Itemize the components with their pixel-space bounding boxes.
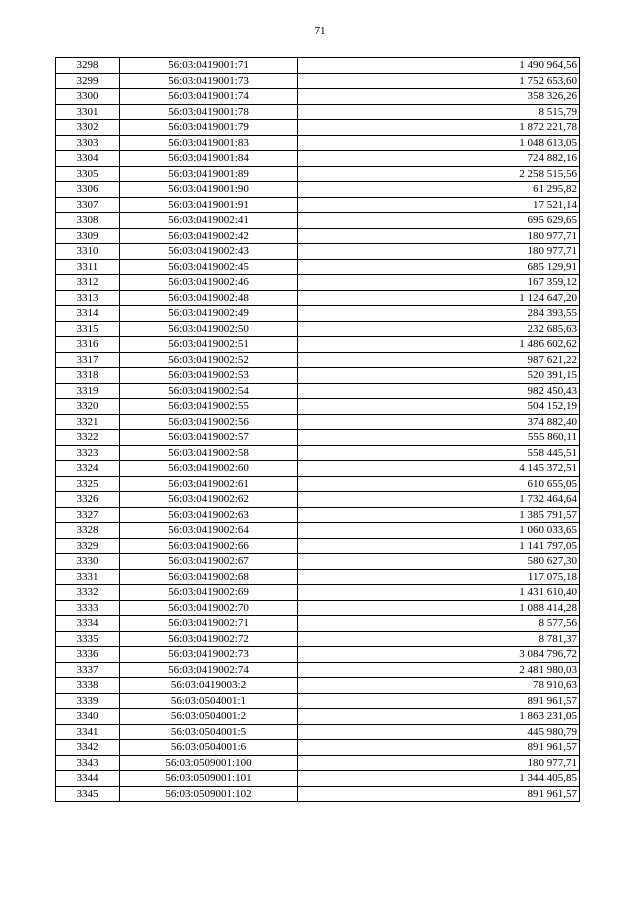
- table-row: [56, 197, 580, 213]
- table-row: [56, 476, 580, 492]
- table-row: [56, 538, 580, 554]
- value-cell: 1 732 464,64: [298, 492, 580, 508]
- table-row: [56, 399, 580, 415]
- value-cell: 1 872 221,78: [298, 120, 580, 136]
- value-cell: 891 961,57: [298, 786, 580, 802]
- row-number-cell: 3314: [56, 306, 120, 322]
- table-row: [56, 662, 580, 678]
- value-cell: 987 621,22: [298, 352, 580, 368]
- table-row: [56, 647, 580, 663]
- cadastral-number-cell: 56:03:0419002:73: [120, 647, 298, 663]
- value-cell: 358 326,26: [298, 89, 580, 105]
- cadastral-number-cell: 56:03:0419002:55: [120, 399, 298, 415]
- table-row: [56, 755, 580, 771]
- row-number-cell: 3340: [56, 709, 120, 725]
- value-cell: 555 860,11: [298, 430, 580, 446]
- value-cell: 610 655,05: [298, 476, 580, 492]
- row-number-cell: 3304: [56, 151, 120, 167]
- row-number-cell: 3305: [56, 166, 120, 182]
- row-number-cell: 3318: [56, 368, 120, 384]
- value-cell: 2 481 980,03: [298, 662, 580, 678]
- table-row: [56, 554, 580, 570]
- row-number-cell: 3315: [56, 321, 120, 337]
- row-number-cell: 3321: [56, 414, 120, 430]
- page-number: 71: [314, 25, 326, 37]
- cadastral-number-cell: 56:03:0419002:64: [120, 523, 298, 539]
- value-cell: 580 627,30: [298, 554, 580, 570]
- row-number-cell: 3338: [56, 678, 120, 694]
- row-number-cell: 3311: [56, 259, 120, 275]
- row-number-cell: 3339: [56, 693, 120, 709]
- table-row: [56, 104, 580, 120]
- cadastral-number-cell: 56:03:0419002:60: [120, 461, 298, 477]
- cadastral-number-cell: 56:03:0419002:42: [120, 228, 298, 244]
- row-number-cell: 3326: [56, 492, 120, 508]
- value-cell: 1 431 610,40: [298, 585, 580, 601]
- table-row: [56, 321, 580, 337]
- row-number-cell: 3308: [56, 213, 120, 229]
- table-row: [56, 445, 580, 461]
- value-cell: 167 359,12: [298, 275, 580, 291]
- value-cell: 1 344 405,85: [298, 771, 580, 787]
- value-cell: 78 910,63: [298, 678, 580, 694]
- value-cell: 180 977,71: [298, 228, 580, 244]
- value-cell: 685 129,91: [298, 259, 580, 275]
- row-number-cell: 3322: [56, 430, 120, 446]
- cadastral-number-cell: 56:03:0419002:50: [120, 321, 298, 337]
- cadastral-number-cell: 56:03:0419001:91: [120, 197, 298, 213]
- row-number-cell: 3329: [56, 538, 120, 554]
- value-cell: 1 752 653,60: [298, 73, 580, 89]
- cadastral-number-cell: 56:03:0419002:53: [120, 368, 298, 384]
- value-cell: 1 385 791,57: [298, 507, 580, 523]
- value-cell: 180 977,71: [298, 244, 580, 260]
- cadastral-number-cell: 56:03:0419002:51: [120, 337, 298, 353]
- cadastral-number-cell: 56:03:0419001:78: [120, 104, 298, 120]
- table-row: [56, 213, 580, 229]
- row-number-cell: 3319: [56, 383, 120, 399]
- cadastral-number-cell: 56:03:0419002:48: [120, 290, 298, 306]
- table-row: [56, 740, 580, 756]
- cadastral-number-cell: 56:03:0419002:72: [120, 631, 298, 647]
- value-cell: 891 961,57: [298, 693, 580, 709]
- row-number-cell: 3344: [56, 771, 120, 787]
- cadastral-number-cell: 56:03:0419001:84: [120, 151, 298, 167]
- row-number-cell: 3327: [56, 507, 120, 523]
- cadastral-number-cell: 56:03:0419001:90: [120, 182, 298, 198]
- value-cell: 1 088 414,28: [298, 600, 580, 616]
- table-row: [56, 771, 580, 787]
- row-number-cell: 3300: [56, 89, 120, 105]
- cadastral-number-cell: 56:03:0419002:52: [120, 352, 298, 368]
- row-number-cell: 3343: [56, 755, 120, 771]
- value-cell: 117 075,18: [298, 569, 580, 585]
- cadastral-number-cell: 56:03:0509001:102: [120, 786, 298, 802]
- cadastral-number-cell: 56:03:0419002:67: [120, 554, 298, 570]
- cadastral-number-cell: 56:03:0419002:62: [120, 492, 298, 508]
- cadastral-number-cell: 56:03:0504001:2: [120, 709, 298, 725]
- row-number-cell: 3331: [56, 569, 120, 585]
- table-row: [56, 58, 580, 74]
- table-row: [56, 523, 580, 539]
- cadastral-number-cell: 56:03:0419002:58: [120, 445, 298, 461]
- table-row: [56, 724, 580, 740]
- table-row: [56, 492, 580, 508]
- row-number-cell: 3333: [56, 600, 120, 616]
- value-cell: 61 295,82: [298, 182, 580, 198]
- table-row: [56, 244, 580, 260]
- cadastral-number-cell: 56:03:0419001:73: [120, 73, 298, 89]
- row-number-cell: 3313: [56, 290, 120, 306]
- value-cell: 8 577,56: [298, 616, 580, 632]
- row-number-cell: 3342: [56, 740, 120, 756]
- value-cell: 4 145 372,51: [298, 461, 580, 477]
- value-cell: 8 515,79: [298, 104, 580, 120]
- value-cell: 1 486 602,62: [298, 337, 580, 353]
- table-row: [56, 306, 580, 322]
- table-row: [56, 507, 580, 523]
- table-row: [56, 616, 580, 632]
- table-row: [56, 600, 580, 616]
- table-row: [56, 709, 580, 725]
- cadastral-number-cell: 56:03:0419002:46: [120, 275, 298, 291]
- cadastral-number-cell: 56:03:0419001:71: [120, 58, 298, 74]
- cadastral-number-cell: 56:03:0509001:100: [120, 755, 298, 771]
- row-number-cell: 3336: [56, 647, 120, 663]
- row-number-cell: 3323: [56, 445, 120, 461]
- table-row: [56, 182, 580, 198]
- table-row: [56, 678, 580, 694]
- row-number-cell: 3302: [56, 120, 120, 136]
- table-row: [56, 585, 580, 601]
- value-cell: 180 977,71: [298, 755, 580, 771]
- value-cell: 695 629,65: [298, 213, 580, 229]
- cadastral-number-cell: 56:03:0419002:71: [120, 616, 298, 632]
- table-row: [56, 166, 580, 182]
- row-number-cell: 3334: [56, 616, 120, 632]
- cadastral-number-cell: 56:03:0419002:69: [120, 585, 298, 601]
- cadastral-number-cell: 56:03:0419002:66: [120, 538, 298, 554]
- table-row: [56, 430, 580, 446]
- value-cell: 724 882,16: [298, 151, 580, 167]
- cadastral-number-cell: 56:03:0509001:101: [120, 771, 298, 787]
- value-cell: 504 152,19: [298, 399, 580, 415]
- table-row: [56, 275, 580, 291]
- table-row: [56, 120, 580, 136]
- table-row: [56, 352, 580, 368]
- row-number-cell: 3335: [56, 631, 120, 647]
- row-number-cell: 3317: [56, 352, 120, 368]
- table-row: [56, 259, 580, 275]
- table-row: [56, 151, 580, 167]
- value-cell: 520 391,15: [298, 368, 580, 384]
- table-row: [56, 73, 580, 89]
- cadastral-number-cell: 56:03:0419002:61: [120, 476, 298, 492]
- value-cell: 558 445,51: [298, 445, 580, 461]
- row-number-cell: 3309: [56, 228, 120, 244]
- table-row: [56, 569, 580, 585]
- cadastral-number-cell: 56:03:0419002:41: [120, 213, 298, 229]
- cadastral-number-cell: 56:03:0419002:54: [120, 383, 298, 399]
- table-row: [56, 228, 580, 244]
- cadastral-number-cell: 56:03:0419001:89: [120, 166, 298, 182]
- row-number-cell: 3325: [56, 476, 120, 492]
- row-number-cell: 3303: [56, 135, 120, 151]
- row-number-cell: 3320: [56, 399, 120, 415]
- value-cell: 445 980,79: [298, 724, 580, 740]
- cadastral-number-cell: 56:03:0419001:83: [120, 135, 298, 151]
- table-row: [56, 786, 580, 802]
- value-cell: 17 521,14: [298, 197, 580, 213]
- row-number-cell: 3324: [56, 461, 120, 477]
- value-cell: 1 141 797,05: [298, 538, 580, 554]
- value-cell: 1 124 647,20: [298, 290, 580, 306]
- value-cell: 982 450,43: [298, 383, 580, 399]
- row-number-cell: 3312: [56, 275, 120, 291]
- value-cell: 3 084 796,72: [298, 647, 580, 663]
- row-number-cell: 3298: [56, 58, 120, 74]
- row-number-cell: 3301: [56, 104, 120, 120]
- cadastral-number-cell: 56:03:0419003:2: [120, 678, 298, 694]
- cadastral-value-table: [55, 57, 580, 802]
- table-row: [56, 337, 580, 353]
- cadastral-number-cell: 56:03:0504001:6: [120, 740, 298, 756]
- cadastral-number-cell: 56:03:0419002:63: [120, 507, 298, 523]
- table-row: [56, 89, 580, 105]
- value-cell: 2 258 515,56: [298, 166, 580, 182]
- table-row: [56, 383, 580, 399]
- table-row: [56, 631, 580, 647]
- table-row: [56, 693, 580, 709]
- row-number-cell: 3307: [56, 197, 120, 213]
- value-cell: 284 393,55: [298, 306, 580, 322]
- value-cell: 1 048 613,05: [298, 135, 580, 151]
- cadastral-number-cell: 56:03:0419002:70: [120, 600, 298, 616]
- cadastral-number-cell: 56:03:0419001:74: [120, 89, 298, 105]
- table-row: [56, 368, 580, 384]
- row-number-cell: 3306: [56, 182, 120, 198]
- value-cell: 374 882,40: [298, 414, 580, 430]
- cadastral-number-cell: 56:03:0419002:43: [120, 244, 298, 260]
- row-number-cell: 3341: [56, 724, 120, 740]
- table-row: [56, 135, 580, 151]
- cadastral-number-cell: 56:03:0419002:49: [120, 306, 298, 322]
- row-number-cell: 3299: [56, 73, 120, 89]
- value-cell: 891 961,57: [298, 740, 580, 756]
- row-number-cell: 3310: [56, 244, 120, 260]
- cadastral-number-cell: 56:03:0419002:68: [120, 569, 298, 585]
- value-cell: 1 863 231,05: [298, 709, 580, 725]
- cadastral-number-cell: 56:03:0504001:1: [120, 693, 298, 709]
- row-number-cell: 3330: [56, 554, 120, 570]
- cadastral-number-cell: 56:03:0419002:74: [120, 662, 298, 678]
- table-body: [56, 58, 580, 802]
- table-row: [56, 290, 580, 306]
- value-cell: 1 490 964,56: [298, 58, 580, 74]
- cadastral-number-cell: 56:03:0419002:56: [120, 414, 298, 430]
- cadastral-number-cell: 56:03:0419001:79: [120, 120, 298, 136]
- value-cell: 1 060 033,65: [298, 523, 580, 539]
- table-row: [56, 414, 580, 430]
- cadastral-number-cell: 56:03:0419002:57: [120, 430, 298, 446]
- row-number-cell: 3328: [56, 523, 120, 539]
- row-number-cell: 3345: [56, 786, 120, 802]
- cadastral-number-cell: 56:03:0419002:45: [120, 259, 298, 275]
- value-cell: 232 685,63: [298, 321, 580, 337]
- row-number-cell: 3332: [56, 585, 120, 601]
- cadastral-number-cell: 56:03:0504001:5: [120, 724, 298, 740]
- row-number-cell: 3337: [56, 662, 120, 678]
- value-cell: 8 781,37: [298, 631, 580, 647]
- row-number-cell: 3316: [56, 337, 120, 353]
- table-row: [56, 461, 580, 477]
